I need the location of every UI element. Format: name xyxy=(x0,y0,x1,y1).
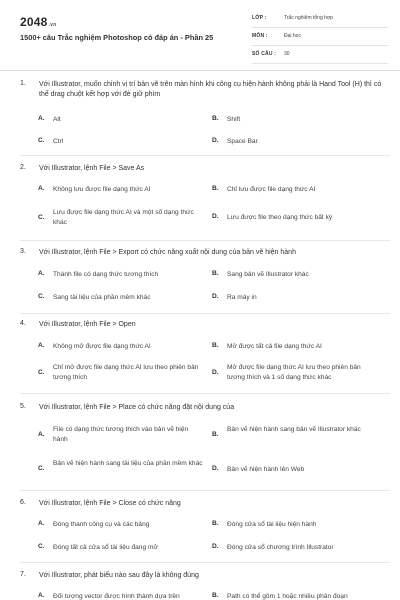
option-text: Bản vẽ hiện hành sang tài liệu của phần mềm khác xyxy=(53,460,203,467)
option-letter: C. xyxy=(38,137,45,144)
document-meta xyxy=(252,13,388,67)
option-letter: D. xyxy=(212,137,219,144)
option-letter: B. xyxy=(212,592,219,599)
question-item xyxy=(20,80,390,136)
question-text: Với Illustrator, phát biểu nào sau đây là không đúng xyxy=(39,572,199,579)
option-text: Mở được file dạng thức AI lưu theo phiên bản tương thích và 1 số dạng thức khác xyxy=(227,364,361,381)
logo-text: 2048 xyxy=(20,15,48,29)
option-text: Đóng thanh công cụ và các bảng xyxy=(53,521,150,528)
option-letter: B. xyxy=(212,185,219,192)
option-letter: A. xyxy=(38,342,45,349)
option-letter: A. xyxy=(38,592,45,599)
option-letter: C. xyxy=(38,543,45,550)
option-text: Đối tượng vector được hình thành dựa trên xyxy=(53,593,180,600)
question-divider xyxy=(20,155,390,156)
option-letter: B. xyxy=(212,431,219,438)
question-divider xyxy=(20,490,390,491)
option-letter: A. xyxy=(38,185,45,192)
option-text: Alt xyxy=(53,116,61,123)
meta-value: Đại học xyxy=(284,33,301,39)
question-text: Với Illustrator, lệnh File > Save As xyxy=(39,165,145,172)
question-number: 7. xyxy=(20,571,26,578)
question-number: 5. xyxy=(20,403,26,410)
option-text: Lưu được file dạng thức AI và một số dạng thức khác xyxy=(53,209,194,226)
option-text: Sang bản vẽ Illustrator khác xyxy=(227,271,309,278)
question-divider xyxy=(20,393,390,394)
meta-label: SỐ CÂU : xyxy=(252,51,277,57)
question-number: 4. xyxy=(20,320,26,327)
question-number: 3. xyxy=(20,248,26,255)
meta-label: LỚP : xyxy=(252,15,267,21)
option-text: Lưu được file theo dạng thức bất kỳ xyxy=(227,214,333,221)
document-header xyxy=(0,0,400,68)
option-letter: D. xyxy=(212,543,219,550)
logo-domain: .vn xyxy=(48,22,57,28)
option-text: Sang tài liệu của phần mềm khác xyxy=(53,294,151,301)
option-text: Bản vẽ hiện hành sang bản vẽ Illustrator khác xyxy=(227,426,361,433)
option-letter: B. xyxy=(212,342,219,349)
meta-row-question-count xyxy=(252,49,388,64)
option-letter: B. xyxy=(212,520,219,527)
option-text: Chỉ mở được file dạng thức AI lưu theo phiên bản tương thích xyxy=(53,364,199,381)
meta-value: Trắc nghiệm tổng hợp xyxy=(284,15,333,21)
site-logo[interactable] xyxy=(20,15,56,29)
question-text: Với Illustrator, lệnh File > Open xyxy=(39,321,136,328)
option-text: Bản vẽ hiện hành lên Web xyxy=(227,466,305,473)
option-text: Không lưu được file dạng thức AI xyxy=(53,186,151,193)
option-text: Ra máy in xyxy=(227,294,257,301)
option-letter: C. xyxy=(38,465,45,472)
question-number: 1. xyxy=(20,80,26,87)
question-number: 2. xyxy=(20,164,26,171)
question-text: Với Illustrator, muốn chỉnh vị trí bản vẽ trên màn hình khi công cụ hiện hành không phải là Hand Tool (H) thì có thể drag chuột kết hợp với đè giữ phím xyxy=(39,81,382,98)
option-text: Shift xyxy=(227,116,241,123)
meta-row-subject xyxy=(252,31,388,46)
question-divider xyxy=(20,313,390,314)
option-text: Đóng cửa sổ chương trình Illustrator xyxy=(227,544,334,551)
header-divider xyxy=(0,70,400,71)
option-letter: D. xyxy=(212,369,219,376)
option-text: Thành file có dạng thức tương thích xyxy=(53,271,159,278)
option-text: Space Bar xyxy=(227,138,258,145)
document-title: 1500+ câu Trắc nghiệm Photoshop có đáp án - Phần 25 xyxy=(20,33,214,42)
option-text: Đóng tất cả cửa sổ tài liệu đang mở xyxy=(53,544,158,551)
option-letter: C. xyxy=(38,214,45,221)
option-letter: A. xyxy=(38,520,45,527)
option-text: Không mở được file dạng thức AI xyxy=(53,343,151,350)
option-letter: A. xyxy=(38,270,45,277)
option-letter: B. xyxy=(212,115,219,122)
meta-value: 30 xyxy=(284,51,290,57)
option-letter: C. xyxy=(38,369,45,376)
option-text: Đóng cửa sổ tài liệu hiện hành xyxy=(227,521,317,528)
option-text: Path có thể gồm 1 hoặc nhiều phân đoạn xyxy=(227,593,348,600)
meta-label: MÔN : xyxy=(252,33,268,39)
option-text: Mở được tất cả file dạng thức AI xyxy=(227,343,322,350)
question-text: Với Illustrator, lệnh File > Place có chức năng đặt nội dung của xyxy=(39,404,235,411)
question-text: Với Illustrator, lệnh File > Close có chức năng xyxy=(39,500,181,507)
question-divider xyxy=(20,240,390,241)
option-letter: B. xyxy=(212,270,219,277)
question-text: Với Illustrator, lệnh File > Export có chức năng xuất nội dung của bản vẽ hiện hành xyxy=(39,249,296,256)
option-letter: A. xyxy=(38,115,45,122)
option-letter: D. xyxy=(212,213,219,220)
option-letter: D. xyxy=(212,465,219,472)
option-text: Chỉ lưu được file dạng thức AI xyxy=(227,186,316,193)
meta-row-class xyxy=(252,13,388,28)
option-letter: C. xyxy=(38,293,45,300)
option-text: Ctrl xyxy=(53,138,64,145)
option-letter: D. xyxy=(212,293,219,300)
question-divider xyxy=(20,562,390,563)
question-number: 6. xyxy=(20,499,26,506)
option-text: File có dạng thức tương thích vào bản vẽ hiện hành xyxy=(53,426,189,443)
option-letter: A. xyxy=(38,431,45,438)
